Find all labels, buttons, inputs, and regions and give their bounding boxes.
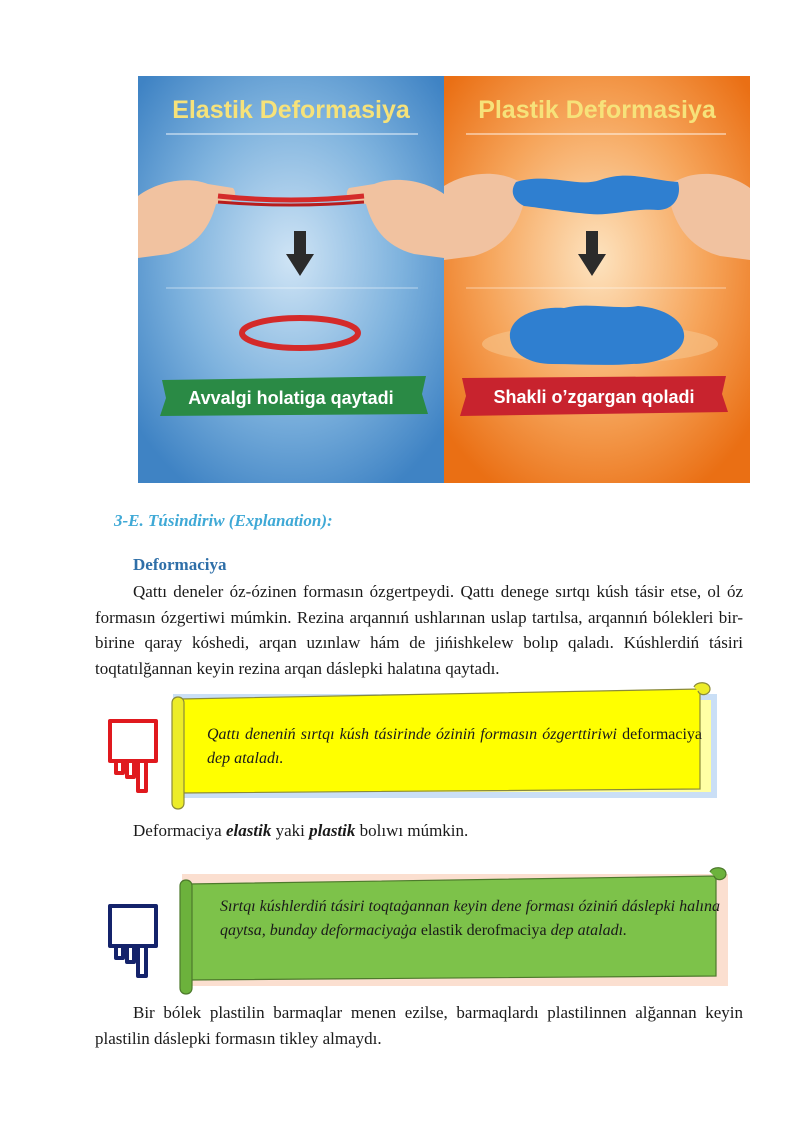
definition-text: Qattı deneniń sırtqı kúsh tásirinde óziniń formasın ózgerttiriwi deformaciya dep ataladı.: [207, 726, 703, 767]
pointing-hand-icon: [106, 717, 160, 795]
plastic-banner-text: Shakli o’zgargan qoladi: [493, 387, 695, 407]
elastic-panel: [138, 76, 444, 483]
defined-term: deformaciya: [622, 726, 703, 743]
paragraph-text: Qattı deneler óz-ózinen formasın ózgertpeydi. Qattı denege sırtqı kúsh tásir etse, ol óz formasın ózgertiwi múmkin. Rezina arqannıń ushlarınan uslap tartılsa, arqannıń bólekleri bir-birine qaray kóshedi, arqan uzınlaw hám de jińishkelew bolıp qaladı. Kúshlerdiń tásiri toqtatılğannan keyin rezina arqan dáslepki halatına qaytadı.: [95, 582, 743, 678]
definition-scroll-deformation: [166, 681, 718, 809]
plastic-banner: [460, 376, 728, 416]
plastic-panel: [444, 76, 750, 483]
term-elastic: elastik: [225, 821, 272, 840]
deformation-illustration: [138, 76, 750, 483]
elastic-banner: [160, 376, 428, 416]
paragraph-plasticine: [95, 1000, 743, 1051]
pointing-hand-icon: [106, 902, 160, 980]
defined-term: elastik derofmaciya: [420, 922, 547, 939]
definition-text: Sırtqı kúshlerdiń tásiri toqtaġannan keyin dene forması óziniń dáslepki halına qaytsa, bunday deformaciyaġa elastik derofmaciya dep ataladı.: [220, 898, 720, 939]
sub-heading: Deformaciya: [133, 555, 227, 574]
definition-scroll-elastic: [176, 864, 730, 992]
term-plastic: plastik: [309, 821, 356, 840]
plastic-panel-title: Plastik Deformasiya: [478, 96, 716, 124]
elastic-banner-text: Avvalgi holatiga qaytadi: [188, 388, 394, 408]
paragraph-deformation-intro: [95, 579, 743, 681]
paragraph-text: Bir bólek plastilin barmaqlar menen ezilse, barmaqlardı plastilinnen alğannan keyin plastilin dáslepki formasın tikley almaydı.: [95, 1003, 743, 1048]
elastic-panel-title: Elastik Deformasiya: [172, 96, 410, 124]
paragraph-deformation-types: Deformaciya elastik yaki plastik bolıwı múmkin.: [133, 821, 469, 840]
flattened-clay-image: [510, 306, 684, 365]
section-heading: 3-E. Túsindiriw (Explanation):: [114, 511, 333, 530]
